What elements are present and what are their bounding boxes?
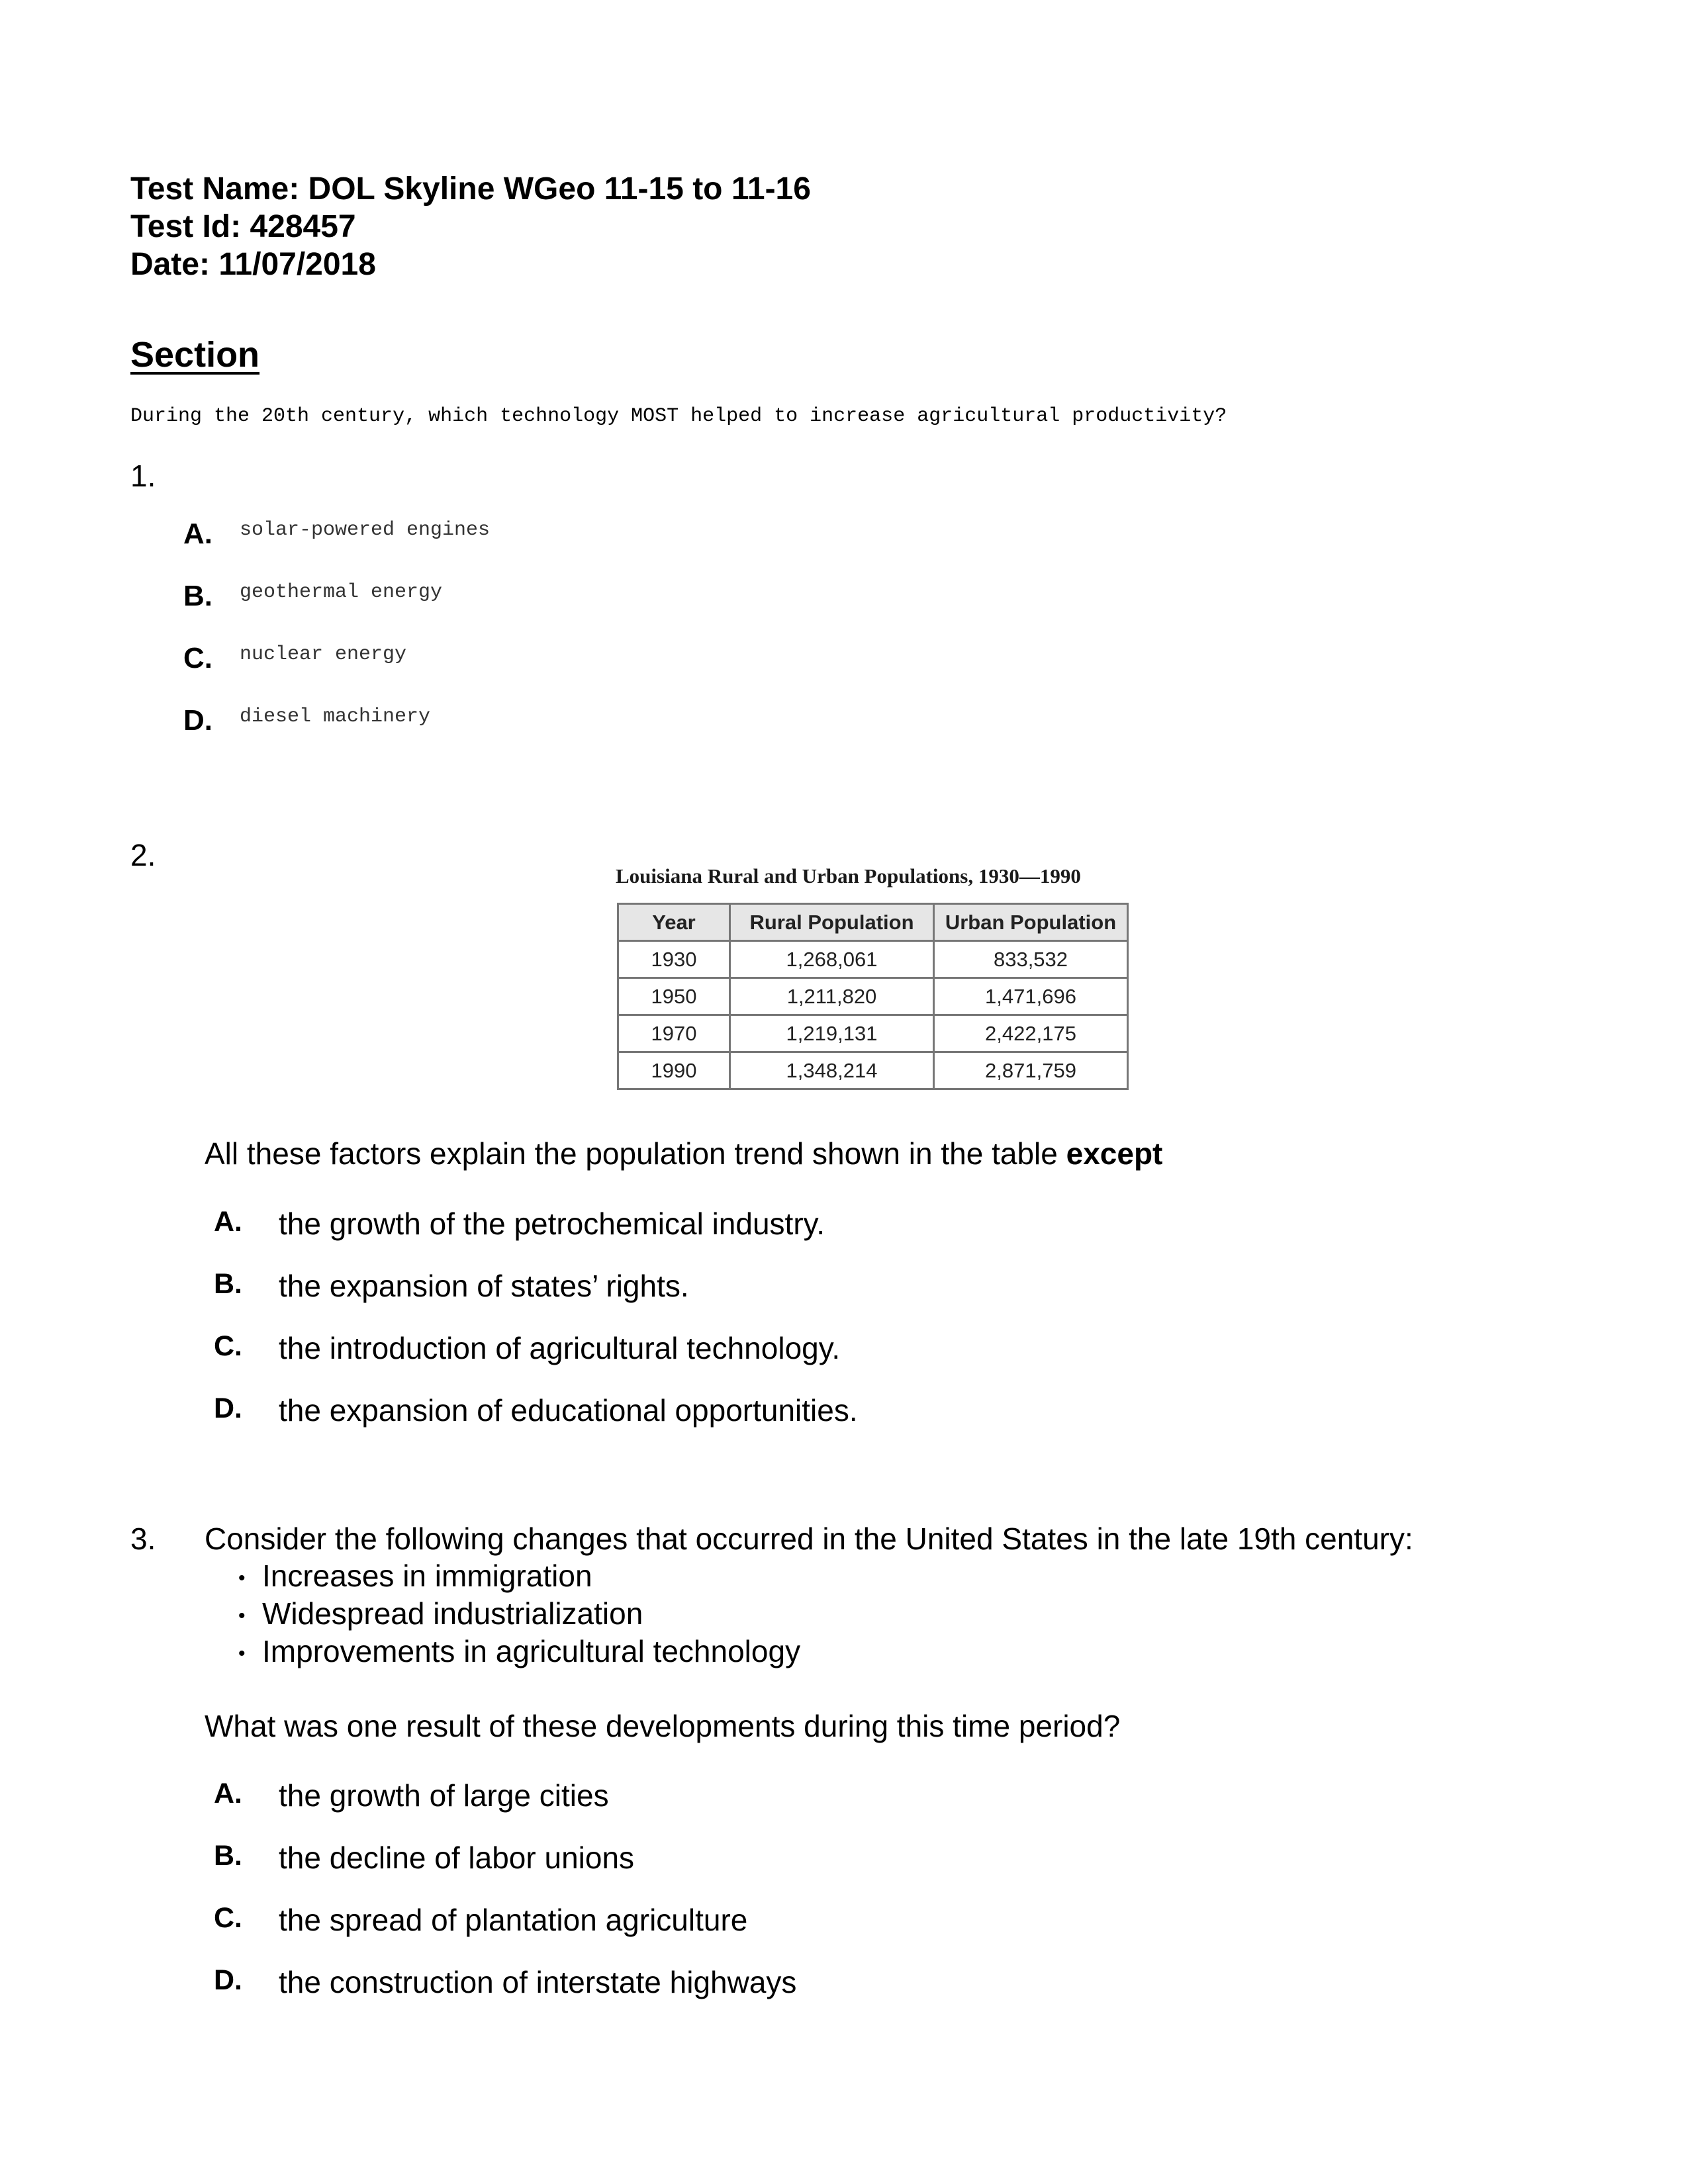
q1-option-c-text: nuclear energy xyxy=(240,643,407,666)
q1-option-b-text: geothermal energy xyxy=(240,581,443,604)
list-item xyxy=(238,1633,800,1669)
bullet-icon: • xyxy=(238,1567,246,1589)
table-row xyxy=(618,941,1128,978)
q2-stem-text: All these factors explain the population trend shown in the table xyxy=(205,1136,1058,1171)
question-3-number: 3. xyxy=(130,1522,156,1556)
cell-urban: 2,422,175 xyxy=(934,1015,1128,1052)
section-title: Section xyxy=(130,335,260,375)
test-id: Test Id: 428457 xyxy=(130,209,356,244)
q2-option-b-letter: B. xyxy=(214,1268,242,1300)
q3-option-a-text: the growth of large cities xyxy=(279,1778,609,1813)
population-table-title: Louisiana Rural and Urban Populations, 1930—1990 xyxy=(616,864,1081,887)
q2-option-c-letter: C. xyxy=(214,1330,242,1362)
test-date: Date: 11/07/2018 xyxy=(130,247,376,282)
cell-year: 1950 xyxy=(618,978,730,1015)
list-item xyxy=(238,1558,592,1594)
q3-option-c-letter: C. xyxy=(214,1902,242,1934)
cell-year: 1990 xyxy=(618,1052,730,1089)
q3-bullet-text: Increases in immigration xyxy=(262,1559,592,1593)
population-table xyxy=(617,903,1129,1090)
q3-option-d-text: the construction of interstate highways xyxy=(279,1965,797,1999)
q2-option-a-letter: A. xyxy=(214,1206,242,1238)
q1-option-d-letter: D. xyxy=(183,704,212,737)
cell-year: 1970 xyxy=(618,1015,730,1052)
q3-question: What was one result of these developments during this time period? xyxy=(205,1709,1121,1743)
cell-rural: 1,211,820 xyxy=(730,978,934,1015)
q2-option-c-text: the introduction of agricultural technology. xyxy=(279,1331,841,1365)
list-item xyxy=(238,1596,643,1631)
cell-rural: 1,219,131 xyxy=(730,1015,934,1052)
q3-stem: Consider the following changes that occurred in the United States in the late 19th century: xyxy=(205,1522,1413,1556)
q1-option-a-text: solar-powered engines xyxy=(240,519,491,541)
table-row xyxy=(618,978,1128,1015)
q1-option-d-text: diesel machinery xyxy=(240,705,431,728)
q3-option-c-text: the spread of plantation agriculture xyxy=(279,1903,748,1937)
column-header-urban: Urban Population xyxy=(934,904,1128,941)
cell-year: 1930 xyxy=(618,941,730,978)
q2-stem xyxy=(205,1136,1162,1171)
q2-option-d-text: the expansion of educational opportunities. xyxy=(279,1393,858,1428)
q1-option-a-letter: A. xyxy=(183,518,212,550)
q3-option-b-letter: B. xyxy=(214,1840,242,1872)
column-header-year: Year xyxy=(618,904,730,941)
bullet-icon: • xyxy=(238,1604,246,1627)
q3-option-a-letter: A. xyxy=(214,1778,242,1809)
column-header-rural: Rural Population xyxy=(730,904,934,941)
q3-bullet-text: Widespread industrialization xyxy=(262,1596,643,1631)
q3-option-b-text: the decline of labor unions xyxy=(279,1841,635,1875)
q2-option-b-text: the expansion of states’ rights. xyxy=(279,1269,689,1303)
q1-option-b-letter: B. xyxy=(183,580,212,612)
cell-urban: 833,532 xyxy=(934,941,1128,978)
q2-option-a-text: the growth of the petrochemical industry. xyxy=(279,1206,825,1241)
section-intro-question: During the 20th century, which technology MOST helped to increase agricultural productivity? xyxy=(130,405,1227,428)
q3-option-d-letter: D. xyxy=(214,1964,242,1996)
question-1-number: 1. xyxy=(130,459,156,493)
q1-option-c-letter: C. xyxy=(183,642,212,674)
q2-stem-emphasis: except xyxy=(1066,1136,1163,1171)
q2-option-d-letter: D. xyxy=(214,1392,242,1424)
cell-urban: 2,871,759 xyxy=(934,1052,1128,1089)
cell-rural: 1,268,061 xyxy=(730,941,934,978)
table-header-row xyxy=(618,904,1128,941)
table-row xyxy=(618,1015,1128,1052)
question-2-number: 2. xyxy=(130,838,156,872)
bullet-icon: • xyxy=(238,1642,246,1664)
q3-bullet-text: Improvements in agricultural technology xyxy=(262,1634,801,1668)
table-row xyxy=(618,1052,1128,1089)
cell-urban: 1,471,696 xyxy=(934,978,1128,1015)
cell-rural: 1,348,214 xyxy=(730,1052,934,1089)
test-name: Test Name: DOL Skyline WGeo 11-15 to 11-16 xyxy=(130,171,811,206)
